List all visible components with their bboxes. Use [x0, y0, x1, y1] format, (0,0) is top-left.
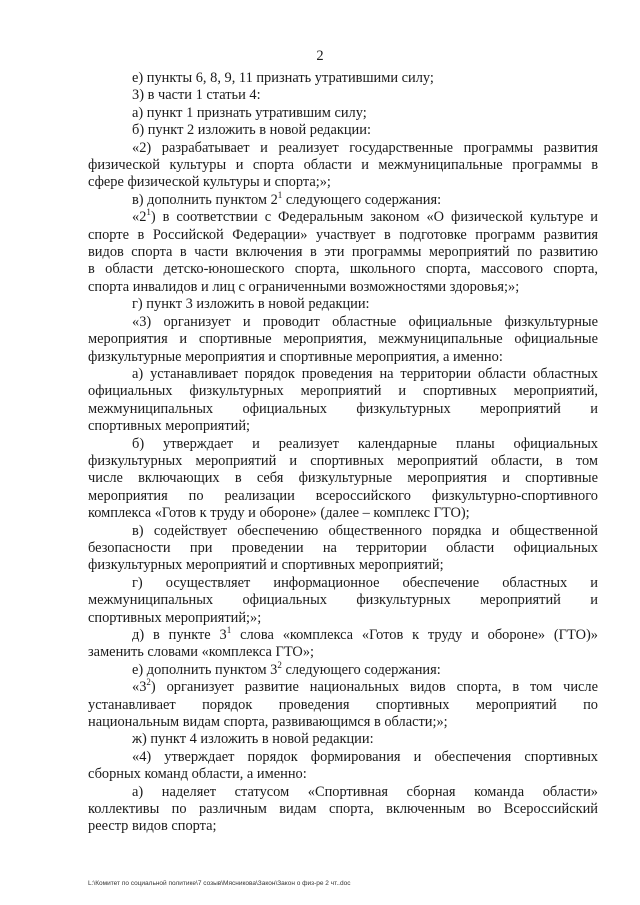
item-2-1-line-3: видов спорта в части включения в эти программы мероприятий по развитию [88, 244, 598, 261]
item-4-line-2: сборных команд области, а именно: [88, 766, 307, 783]
item-2-1-line-1: «$2^1$) в соответствии с Федеральным законом «О физической культуре и [132, 207, 598, 226]
sub-a-line-2: официальных физкультурных мероприятий и спортивных мероприятий, [88, 383, 598, 400]
paragraph-3: 3) в части 1 статьи 4: [132, 87, 261, 104]
sub-a-line-4: спортивных мероприятий; [88, 418, 251, 435]
item-3-2-line-2: устанавливает порядок проведения спортивных мероприятий по [88, 696, 598, 713]
paragraph-zh: ж) пункт 4 изложить в новой редакции: [132, 731, 374, 748]
item-3-line-3: физкультурные мероприятия и спортивные мероприятия, а именно: [88, 348, 503, 365]
item-3-line-2: мероприятия и спортивные мероприятия, межмуниципальные официальные [88, 331, 598, 348]
item-2-1-line-5: спорта инвалидов и лиц с ограниченными возможностями здоровья;»; [88, 278, 520, 295]
paragraph-g: г) пункт 3 изложить в новой редакции: [132, 296, 370, 313]
sub-b-line-1: б) утверждает и реализует календарные планы официальных [132, 435, 598, 452]
item-4a-line-2: коллективы по различным видам спорта, включенным во Всероссийский [88, 801, 598, 818]
paragraph-e2: е) дополнить пунктом $3^2$ следующего содержания: [132, 659, 441, 678]
item-3-line-1: «3) организует и проводит областные официальные физкультурные [132, 313, 598, 330]
item-2-line-2: физической культуры и спорта области и межмуниципальные программы в [88, 157, 598, 174]
item-2-line-3: сфере физической культуры и спорта;»; [88, 174, 331, 191]
sub-b-line-4: мероприятия по реализации всероссийского физкультурно-спортивного [88, 487, 598, 504]
item-4-line-1: «4) утверждает порядок формирования и обеспечения спортивных [132, 748, 598, 765]
sub-v-line-3: физкультурных мероприятий и спортивных мероприятий; [88, 557, 444, 574]
item-4a-line-3: реестр видов спорта; [88, 818, 217, 835]
item-3-2-line-3: национальным видам спорта, развивающимся в области;»; [88, 714, 448, 731]
file-path-footer: L:\Комитет по социальной политике\7 созыв\Мясникова\Закон\Закон о физ-ре 2 чт..doc [88, 880, 351, 887]
sub-v-line-2: безопасности при проведении на территории области официальных [88, 539, 598, 556]
sub-a-line-1: а) устанавливает порядок проведения на территории области областных [132, 365, 598, 382]
sub-a-line-3: межмуниципальных официальных физкультурных мероприятий и [88, 400, 598, 417]
paragraph-d-line-2: заменить словами «комплекса ГТО»; [88, 644, 315, 661]
paragraph-v: в) дополнить пунктом $2^1$ следующего содержания: [132, 189, 442, 208]
paragraph-b: б) пункт 2 изложить в новой редакции: [132, 122, 371, 139]
sub-b-line-2: физкультурных мероприятий и спортивных мероприятий области, в том [88, 452, 598, 469]
paragraph-a: а) пункт 1 признать утратившим силу; [132, 104, 367, 121]
item-2-line-1: «2) разрабатывает и реализует государственные программы развития [132, 139, 598, 156]
paragraph-e: е) пункты 6, 8, 9, 11 признать утратившими силу; [132, 70, 434, 86]
sub-g-line-2: межмуниципальных официальных физкультурных мероприятий и [88, 592, 598, 609]
item-2-1-line-2: спорте в Российской Федерации» участвует в подготовке программ развития [88, 226, 598, 243]
item-3-2-line-1: «$3^2$) организует развитие национальных видов спорта, в том числе [132, 677, 598, 696]
page-number: 2 [316, 48, 324, 64]
item-4a-line-1: а) наделяет статусом «Спортивная сборная команда области» [132, 783, 598, 800]
sub-b-line-3: числе включающих в себя физкультурные мероприятия и спортивные [88, 470, 598, 487]
paragraph-d-line-1: д) в пункте $3^1$ слова «комплекса «Готов к труду и обороне» (ГТО)» [132, 625, 598, 643]
sub-v-line-1: в) содействует обеспечению общественного порядка и общественной [132, 522, 598, 539]
document-body [88, 70, 598, 836]
item-2-1-line-4: в области детско-юношеского спорта, школьного спорта, массового спорта, [88, 261, 598, 278]
sub-g-line-3: спортивных мероприятий;»; [88, 609, 262, 626]
sub-g-line-1: г) осуществляет информационное обеспечение областных и [132, 574, 598, 591]
sub-b-line-5: комплекса «Готов к труду и обороне» (далее – комплекс ГТО); [88, 505, 470, 522]
